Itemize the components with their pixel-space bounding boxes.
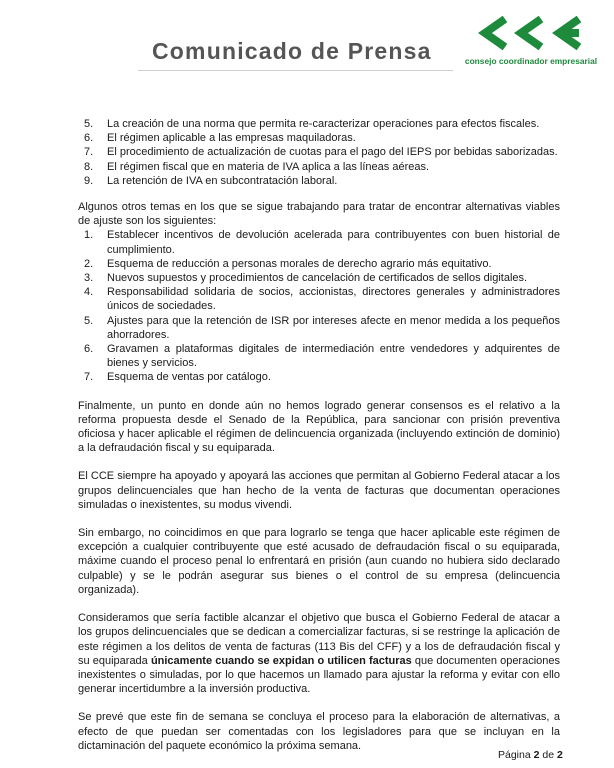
paragraph-se-preve: Se prevé que este fin de semana se concluya el proceso para la elaboración de alternativas, a efecto de que puedan ser comentadas con los legisladores para que se incluyan en la dictaminación del paquete económico la próxima semana. — [78, 711, 560, 752]
page-number: Página 2 de 2 — [498, 749, 563, 761]
paragraph-finalmente: Finalmente, un punto en donde aún no hemos logrado generar consensos es el relativo a la reforma propuesta desde el Senado de la República, para sancionar con prisión preventiva oficiosa y hacer aplicable el régimen de delincuencia organizada (incluyendo extinción de dominio) a la defraudación fiscal y su equiparada. — [78, 399, 560, 455]
paragraph-sin-embargo: Sin embargo, no coincidimos en que para lograrlo se tenga que hacer aplicable este régimen de excepción a cualquier contribuyente que esté acusado de defraudación fiscal o su equiparada, máxime cuando el proceso penal lo enfrentará en prisión (aun cuando no hubiera sido declarado culpable) y se le podrán asegurar sus bienes o el control de su empresa (delincuencia organizada). — [78, 527, 560, 596]
paragraph-consideramos: Consideramos que sería factible alcanzar el objetivo que busca el Gobierno Federal de atacar a los grupos delincuenciales que se dedican a comercializar facturas, si se restringe la aplicación de este régimen a los delitos de venta de facturas (113 Bis del CFF) y a los de defraudación fiscal y su equiparada únicamente cuando se expidan o utilicen facturas que documenten operaciones inexistentes o simuladas, por lo que hacemos un llamado para ajustar la reforma y evitar con ello generar incertidumbre a la inversión productiva. — [78, 612, 561, 696]
list-item: 6. Gravamen a plataformas digitales de intermediación entre vendedores y adquirentes de bienes y servicios. — [84, 343, 560, 370]
document-body — [78, 117, 560, 753]
list-item: 5. La creación de una norma que permita re-caracterizar operaciones para efectos fiscales. — [84, 118, 540, 130]
intro-paragraph: Algunos otros temas en los que se sigue trabajando para tratar de encontrar alternativas viables de ajuste son los siguientes: — [78, 201, 560, 228]
numbered-list-a — [78, 117, 560, 188]
cce-logo-mark-icon — [475, 13, 587, 53]
list-item: 5. Ajustes para que la retención de ISR por intereses afecte en menor medida a los pequeños ahorradores. — [84, 314, 560, 341]
header-rule — [138, 70, 453, 71]
list-item: 1. Establecer incentivos de devolución acelerada para contribuyentes con buen historial de cumplimiento. — [84, 229, 560, 256]
emphasis-text: únicamente cuando se expidan o utilicen facturas — [150, 654, 412, 667]
cce-logo — [457, 13, 605, 75]
list-item: 8. El régimen fiscal que en materia de IVA aplica a las líneas aéreas. — [84, 160, 430, 173]
list-item: 4. Responsabilidad solidaria de socios, accionistas, directores generales y administradores únicos de sociedades. — [84, 286, 560, 313]
list-item: 6. El régimen aplicable a las empresas maquiladoras. — [84, 132, 356, 145]
list-item: 2. Esquema de reducción a personas morales de derecho agrario más equitativo. — [84, 257, 492, 270]
list-item: 7. Esquema de ventas por catálogo. — [84, 371, 271, 384]
numbered-list-b — [78, 228, 560, 384]
paragraph-cce-apoyo: El CCE siempre ha apoyado y apoyará las acciones que permitan al Gobierno Federal atacar a los grupos delincuenciales que han hecho de la venta de facturas que documentan operaciones simuladas o inexistentes, su modus vivendi. — [78, 470, 560, 511]
list-item: 3. Nuevos supuestos y procedimientos de cancelación de certificados de sellos digitales. — [84, 272, 528, 285]
list-item: 7. El procedimiento de actualización de cuotas para el pago del IEPS por bebidas saborizadas. — [84, 146, 558, 159]
logo-caption: consejo coordinador empresarial — [464, 56, 598, 66]
list-item: 9. La retención de IVA en subcontratación laboral. — [84, 174, 338, 187]
page-title: Comunicado de Prensa — [152, 38, 432, 64]
